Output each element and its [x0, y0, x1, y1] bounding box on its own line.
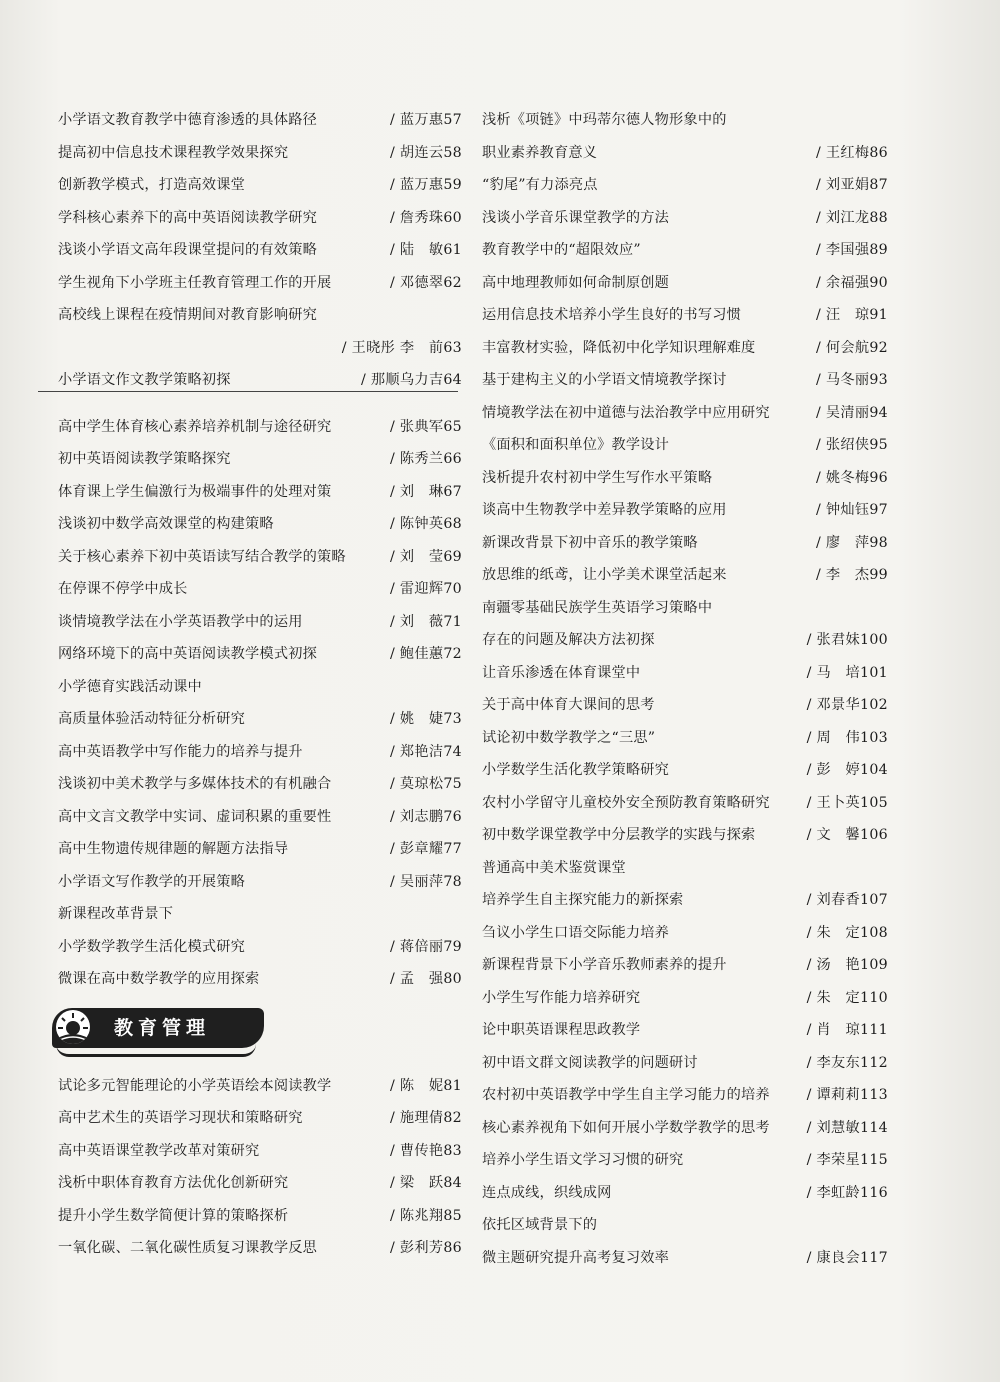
entry-title: 普通高中美术鉴赏课堂 — [482, 859, 626, 876]
entry-author-page: / 汪 琼91 — [815, 307, 888, 323]
entry-author-page: / 肖 琼111 — [806, 1022, 888, 1038]
entry-title: 初中数学课堂教学中分层教学的实践与探索 — [482, 827, 756, 843]
toc-entry — [58, 1232, 462, 1265]
toc-block-1 — [58, 104, 462, 397]
entry-author-page: / 吴丽萍78 — [389, 873, 462, 890]
toc-entry — [482, 917, 888, 950]
entry-author-page: / 汤 艳109 — [806, 957, 888, 973]
entry-author-page: / 李虹龄116 — [806, 1184, 888, 1201]
entry-author-page: / 莫琼松75 — [389, 776, 462, 792]
toc-entry — [58, 606, 462, 639]
toc-entry — [482, 1242, 888, 1275]
toc-entry — [482, 592, 888, 625]
entry-author-page: / 文 馨106 — [806, 827, 888, 843]
toc-entry — [482, 1209, 888, 1242]
toc-entry — [482, 624, 888, 657]
entry-title: 浅析中职体育教育方法优化创新研究 — [58, 1175, 289, 1191]
entry-title: 小学德育实践活动课中 — [58, 678, 202, 695]
toc-entry — [58, 411, 462, 444]
entry-title: 浅析《项链》中玛蒂尔德人物形象中的 — [482, 112, 727, 128]
toc-entry — [482, 559, 888, 592]
entry-author-page: / 邓德翠62 — [389, 274, 462, 291]
toc-entry — [482, 527, 888, 560]
entry-author-page: / 王晓彤 李 前63 — [341, 339, 462, 356]
entry-author-page: / 朱 定108 — [806, 924, 888, 941]
entry-title: 提升小学生数学简便计算的策略探析 — [58, 1207, 289, 1224]
entry-author-page: / 朱 定110 — [806, 989, 888, 1006]
toc-entry — [58, 1135, 462, 1168]
entry-author-page: / 彭章耀77 — [389, 841, 462, 857]
entry-author-page: / 曹传艳83 — [389, 1142, 462, 1159]
entry-title: 高中艺术生的英语学习现状和策略研究 — [58, 1110, 303, 1126]
entry-author-page: / 李荣星115 — [806, 1152, 888, 1168]
entry-title: 教育教学中的“超限效应” — [482, 242, 641, 258]
entry-title: 高中生物遗传规律题的解题方法指导 — [58, 841, 289, 857]
toc-entry — [58, 703, 462, 736]
toc-entry — [482, 364, 888, 397]
toc-entry — [482, 787, 888, 820]
toc-entry — [58, 541, 462, 574]
entry-title: 培养小学生语文学习习惯的研究 — [482, 1152, 684, 1168]
toc-entry — [482, 299, 888, 332]
entry-title: 初中英语阅读教学策略探究 — [58, 451, 231, 467]
toc-entry — [482, 1144, 888, 1177]
toc-entry — [482, 462, 888, 495]
entry-author-page: / 吴清丽94 — [815, 404, 888, 421]
toc-entry — [58, 267, 462, 300]
entry-author-page: / 刘志鹏76 — [389, 808, 462, 825]
toc-entry — [482, 332, 888, 365]
entry-author-page: / 王红梅86 — [815, 144, 888, 161]
entry-title: 高中英语课堂教学改革对策研究 — [58, 1142, 260, 1159]
toc-entry — [58, 202, 462, 235]
entry-author-page: / 马冬丽93 — [815, 372, 888, 388]
entry-title: 浅谈小学语文高年段课堂提问的有效策略 — [58, 242, 317, 258]
toc-entry — [482, 1112, 888, 1145]
entry-title: 小学数学生活化教学策略研究 — [482, 762, 670, 778]
entry-title: 关于核心素养下初中英语读写结合教学的策略 — [58, 548, 346, 565]
toc-entry — [482, 104, 888, 137]
toc-entry — [482, 1079, 888, 1112]
section-title: 教育管理 — [114, 1016, 211, 1039]
entry-title: 运用信息技术培养小学生良好的书写习惯 — [482, 307, 741, 323]
entry-author-page: / 刘亚娟87 — [815, 177, 888, 193]
toc-block-right — [482, 104, 888, 1274]
entry-author-page: / 张典军65 — [389, 418, 462, 435]
toc-entry — [58, 1200, 462, 1233]
entry-title: 高中地理教师如何命制原创题 — [482, 274, 670, 291]
entry-title: 微课在高中数学教学的应用探索 — [58, 971, 260, 987]
toc-entry — [482, 657, 888, 690]
entry-title: 新课改背景下初中音乐的教学策略 — [482, 534, 698, 551]
entry-title: 农村初中英语教学中学生自主学习能力的培养 — [482, 1087, 770, 1103]
right-column — [482, 104, 888, 1274]
section-header — [52, 1000, 462, 1064]
entry-title: 学生视角下小学班主任教育管理工作的开展 — [58, 274, 332, 291]
toc-entry — [58, 1070, 462, 1103]
entry-title: 小学数学教学生活化模式研究 — [58, 938, 246, 955]
entry-author-page: / 詹秀珠60 — [389, 209, 462, 226]
entry-author-page: / 王卜英105 — [806, 794, 888, 811]
entry-author-page: / 蓝万惠59 — [389, 177, 462, 193]
entry-title: 让音乐渗透在体育课堂中 — [482, 664, 641, 681]
entry-author-page: / 钟灿钰97 — [815, 502, 888, 518]
entry-title: 谈情境教学法在小学英语教学中的运用 — [58, 613, 303, 630]
entry-author-page: / 鲍佳蕙72 — [389, 646, 462, 662]
entry-author-page: / 彭利芳86 — [389, 1240, 462, 1256]
entry-title: “豹尾”有力添亮点 — [482, 177, 598, 193]
entry-author-page: / 张绍侠95 — [815, 437, 888, 453]
entry-title: 高中英语教学中写作能力的培养与提升 — [58, 743, 303, 760]
entry-author-page: / 孟 强80 — [389, 971, 462, 987]
entry-title: 基于建构主义的小学语文情境教学探讨 — [482, 372, 727, 388]
toc-entry — [58, 1102, 462, 1135]
entry-author-page: / 姚 婕73 — [389, 711, 462, 727]
entry-title: 初中语文群文阅读教学的问题研讨 — [482, 1054, 698, 1071]
entry-author-page: / 胡连云58 — [389, 144, 462, 161]
entry-title: 浅谈初中美术教学与多媒体技术的有机融合 — [58, 776, 332, 792]
entry-author-page: / 马 培101 — [806, 664, 888, 681]
entry-title: 新课程背景下小学音乐教师素养的提升 — [482, 957, 727, 973]
toc-entry — [482, 397, 888, 430]
toc-entry — [482, 494, 888, 527]
toc-entry — [58, 638, 462, 671]
entry-title: 新课程改革背景下 — [58, 906, 174, 922]
entry-author-page: / 施理倩82 — [389, 1110, 462, 1126]
entry-author-page: / 康良会117 — [806, 1249, 888, 1266]
entry-title: 创新教学模式，打造高效课堂 — [58, 177, 246, 193]
entry-title: 小学生写作能力培养研究 — [482, 989, 641, 1006]
toc-block-2 — [58, 411, 462, 996]
entry-title: 论中职英语课程思政教学 — [482, 1022, 641, 1038]
entry-title: 《面积和面积单位》教学设计 — [482, 437, 670, 453]
entry-author-page: / 廖 萍98 — [815, 534, 888, 551]
entry-author-page: / 何会航92 — [815, 339, 888, 356]
toc-entry — [58, 332, 462, 365]
toc-entry — [58, 573, 462, 606]
entry-author-page: / 刘 莹69 — [389, 548, 462, 565]
entry-author-page: / 彭 婷104 — [806, 762, 888, 778]
toc-entry — [482, 722, 888, 755]
toc-entry — [58, 963, 462, 996]
entry-author-page: / 李 杰99 — [815, 567, 888, 583]
toc-entry — [482, 429, 888, 462]
entry-title: 一氧化碳、二氧化碳性质复习课教学反思 — [58, 1240, 317, 1256]
entry-title: 浅谈小学音乐课堂教学的方法 — [482, 209, 670, 226]
entry-author-page: / 李国强89 — [815, 242, 888, 258]
toc-entry — [482, 819, 888, 852]
entry-title: 高校线上课程在疫情期间对教育影响研究 — [58, 307, 317, 323]
toc-entry — [482, 1177, 888, 1210]
entry-title: 依托区域背景下的 — [482, 1217, 598, 1233]
entry-title: 小学语文写作教学的开展策略 — [58, 873, 246, 890]
entry-title: 存在的问题及解决方法初探 — [482, 632, 655, 648]
entry-title: 关于高中体育大课间的思考 — [482, 697, 655, 713]
toc-entry — [58, 736, 462, 769]
toc-entry — [58, 234, 462, 267]
entry-title: 高质量体验活动特征分析研究 — [58, 711, 246, 727]
toc-entry — [482, 852, 888, 885]
toc-entry — [58, 508, 462, 541]
entry-title: 核心素养视角下如何开展小学数学教学的思考 — [482, 1119, 770, 1136]
entry-author-page: / 蒋倍丽79 — [389, 938, 462, 955]
entry-title: 浅谈初中数学高效课堂的构建策略 — [58, 516, 274, 532]
entry-author-page: / 姚冬梅96 — [815, 469, 888, 486]
toc-entry — [482, 949, 888, 982]
toc-entry — [482, 754, 888, 787]
left-column — [58, 104, 462, 1265]
entry-title: 在停课不停学中成长 — [58, 581, 188, 597]
toc-entry — [58, 801, 462, 834]
entry-author-page: / 张君妹100 — [806, 632, 888, 648]
toc-entry — [58, 671, 462, 704]
entry-author-page: / 刘 薇71 — [389, 613, 462, 630]
entry-author-page: / 刘江龙88 — [815, 209, 888, 226]
entry-author-page: / 梁 跃84 — [389, 1175, 462, 1191]
toc-entry — [58, 299, 462, 332]
toc-entry — [482, 234, 888, 267]
entry-title: 高中学生体育核心素养培养机制与途径研究 — [58, 418, 332, 435]
entry-author-page: / 陈秀兰66 — [389, 451, 462, 467]
entry-author-page: / 陈钟英68 — [389, 516, 462, 532]
toc-entry — [58, 768, 462, 801]
entry-title: 培养学生自主探究能力的新探索 — [482, 892, 684, 908]
toc-entry — [482, 1047, 888, 1080]
entry-author-page: / 刘春香107 — [806, 892, 888, 908]
entry-title: 连点成线，织线成网 — [482, 1184, 612, 1201]
toc-entry — [58, 866, 462, 899]
entry-author-page: / 周 伟103 — [806, 729, 888, 746]
entry-author-page: / 陆 敏61 — [389, 242, 462, 258]
toc-entry — [482, 202, 888, 235]
entry-author-page: / 邓景华102 — [806, 697, 888, 713]
toc-entry — [58, 931, 462, 964]
entry-title: 刍议小学生口语交际能力培养 — [482, 924, 670, 941]
toc-entry — [58, 833, 462, 866]
entry-title: 小学语文作文教学策略初探 — [58, 372, 231, 388]
entry-author-page: / 陈兆翔85 — [389, 1207, 462, 1224]
entry-author-page: / 蓝万惠57 — [389, 112, 462, 128]
entry-title: 微主题研究提升高考复习效率 — [482, 1249, 670, 1266]
entry-title: 职业素养教育意义 — [482, 144, 598, 161]
entry-author-page: / 李友东112 — [806, 1054, 888, 1071]
toc-entry — [482, 689, 888, 722]
toc-entry — [58, 1167, 462, 1200]
toc-entry — [482, 982, 888, 1015]
toc-entry — [482, 169, 888, 202]
entry-title: 丰富教材实验，降低初中化学知识理解难度 — [482, 339, 756, 356]
entry-title: 放思维的纸鸢，让小学美术课堂活起来 — [482, 567, 727, 583]
toc-entry — [58, 169, 462, 202]
toc-entry — [58, 104, 462, 137]
toc-entry — [58, 443, 462, 476]
entry-title: 浅析提升农村初中学生写作水平策略 — [482, 469, 713, 486]
toc-entry — [482, 884, 888, 917]
entry-title: 试论多元智能理论的小学英语绘本阅读教学 — [58, 1077, 332, 1094]
sun-book-icon — [56, 1010, 90, 1044]
entry-author-page: / 刘慧敏114 — [806, 1119, 888, 1136]
toc-entry — [482, 137, 888, 170]
toc-entry — [58, 476, 462, 509]
toc-entry — [58, 898, 462, 931]
entry-title: 谈高中生物教学中差异教学策略的应用 — [482, 502, 727, 518]
toc-block-3 — [58, 1070, 462, 1265]
entry-title: 学科核心素养下的高中英语阅读教学研究 — [58, 209, 317, 226]
entry-author-page: / 郑艳洁74 — [389, 743, 462, 760]
entry-title: 农村小学留守儿童校外安全预防教育策略研究 — [482, 794, 770, 811]
toc-entry — [58, 364, 462, 397]
toc-entry — [482, 1014, 888, 1047]
entry-author-page: / 雷迎辉70 — [389, 581, 462, 597]
entry-title: 高中文言文教学中实词、虚词积累的重要性 — [58, 808, 332, 825]
entry-title: 小学语文教育教学中德育渗透的具体路径 — [58, 112, 317, 128]
toc-entry — [482, 267, 888, 300]
entry-title: 情境教学法在初中道德与法治教学中应用研究 — [482, 404, 770, 421]
entry-title: 南疆零基础民族学生英语学习策略中 — [482, 599, 713, 616]
toc-entry — [58, 137, 462, 170]
entry-author-page: / 谭莉莉113 — [806, 1087, 888, 1103]
entry-author-page: / 那顺乌力吉64 — [361, 372, 462, 388]
entry-title: 提高初中信息技术课程教学效果探究 — [58, 144, 289, 161]
entry-title: 体育课上学生偏激行为极端事件的处理对策 — [58, 483, 332, 500]
entry-author-page: / 陈 妮81 — [389, 1077, 462, 1094]
entry-title: 试论初中数学教学之“三思” — [482, 729, 656, 746]
entry-title: 网络环境下的高中英语阅读教学模式初探 — [58, 646, 317, 662]
entry-author-page: / 余福强90 — [815, 274, 888, 291]
entry-author-page: / 刘 琳67 — [389, 483, 462, 500]
